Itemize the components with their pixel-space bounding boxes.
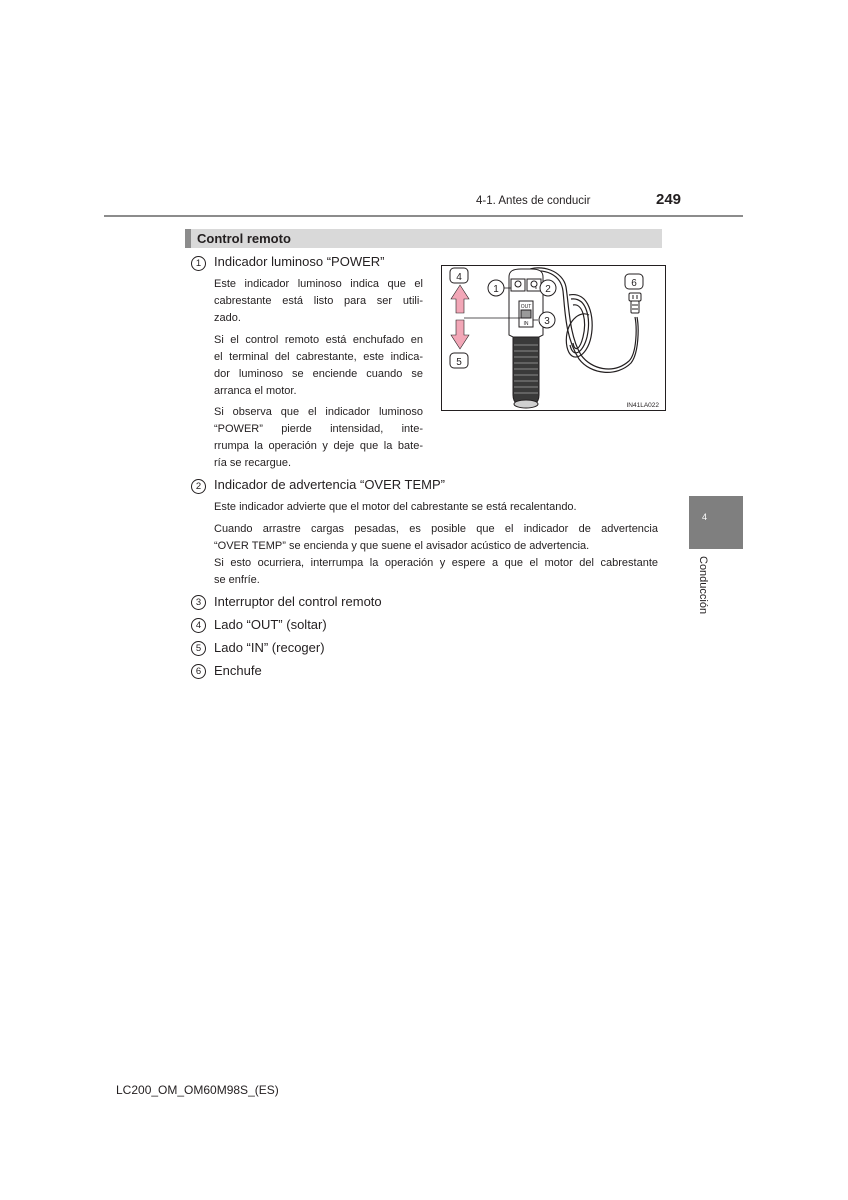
item-number-1: 1 (191, 256, 206, 271)
text-line: zado. (214, 312, 241, 324)
text-line: el terminal del cabrestante, este indica- (214, 351, 423, 363)
callout-5: 5 (456, 357, 462, 368)
svg-text:OUT: OUT (520, 304, 532, 310)
text-line: Este indicador advierte que el motor del cabrestante se está recalentando. (214, 501, 577, 513)
svg-text:IN: IN (523, 321, 529, 327)
item-1-paragraph-3 (214, 404, 423, 472)
callout-1: 1 (493, 284, 499, 295)
text-line: arranca el motor. (214, 385, 297, 397)
text-line: “POWER” pierde intensidad, inte- (214, 423, 423, 435)
item-1-paragraph-1 (214, 276, 423, 327)
header-rule (104, 215, 743, 217)
item-number-3: 3 (191, 595, 206, 610)
text-line: Este indicador luminoso indica que el (214, 278, 423, 290)
item-number-4: 4 (191, 618, 206, 633)
remote-control-icon (509, 269, 543, 408)
text-line: Si observa que el indicador luminoso (214, 406, 423, 418)
text-line: ría se recargue. (214, 457, 292, 469)
chapter-label: Conducción (697, 556, 709, 615)
item-2-paragraph-1 (214, 499, 658, 516)
callout-3: 3 (544, 316, 550, 327)
item-number-6: 6 (191, 664, 206, 679)
item-title-4: Lado “OUT” (soltar) (214, 617, 327, 632)
text-line: Si el control remoto está enchufado en (214, 334, 423, 346)
text-line: dor luminoso se enciende cuando se (214, 368, 423, 380)
callout-2: 2 (545, 284, 551, 295)
item-1-paragraph-2 (214, 332, 423, 400)
item-number-2: 2 (191, 479, 206, 494)
item-number-5: 5 (191, 641, 206, 656)
text-line: rrumpa la operación y deje que la bate- (214, 440, 423, 452)
plug-icon (629, 293, 641, 313)
item-title-2: Indicador de advertencia “OVER TEMP” (214, 477, 445, 492)
callout-4: 4 (456, 272, 462, 283)
callout-6: 6 (631, 278, 637, 289)
item-title-5: Lado “IN” (recoger) (214, 640, 325, 655)
figure-code: IN41LA022 (626, 402, 659, 409)
text-line: Cuando arrastre cargas pesadas, es posible que el indicador de advertencia (214, 523, 658, 535)
remote-control-figure (441, 265, 666, 411)
item-title-6: Enchufe (214, 663, 262, 678)
footer-document-code: LC200_OM_OM60M98S_(ES) (116, 1083, 279, 1097)
text-line: se enfríe. (214, 574, 260, 586)
text-line: “OVER TEMP” se encienda y que suene el avisador acústico de advertencia. (214, 540, 590, 552)
page-number: 249 (656, 191, 682, 208)
chapter-number: 4 (702, 512, 708, 522)
header-section-title: 4-1. Antes de conducir (476, 195, 591, 207)
text-line: Si esto ocurriera, interrumpa la operación y espere a que el motor del cabrestante (214, 557, 658, 569)
section-title: Control remoto (197, 231, 291, 246)
item-title-3: Interruptor del control remoto (214, 594, 382, 609)
text-line: cabrestante está listo para ser utili- (214, 295, 423, 307)
item-2-paragraph-2 (214, 521, 658, 589)
chapter-side-tab (689, 496, 743, 549)
item-title-1: Indicador luminoso “POWER” (214, 254, 385, 269)
